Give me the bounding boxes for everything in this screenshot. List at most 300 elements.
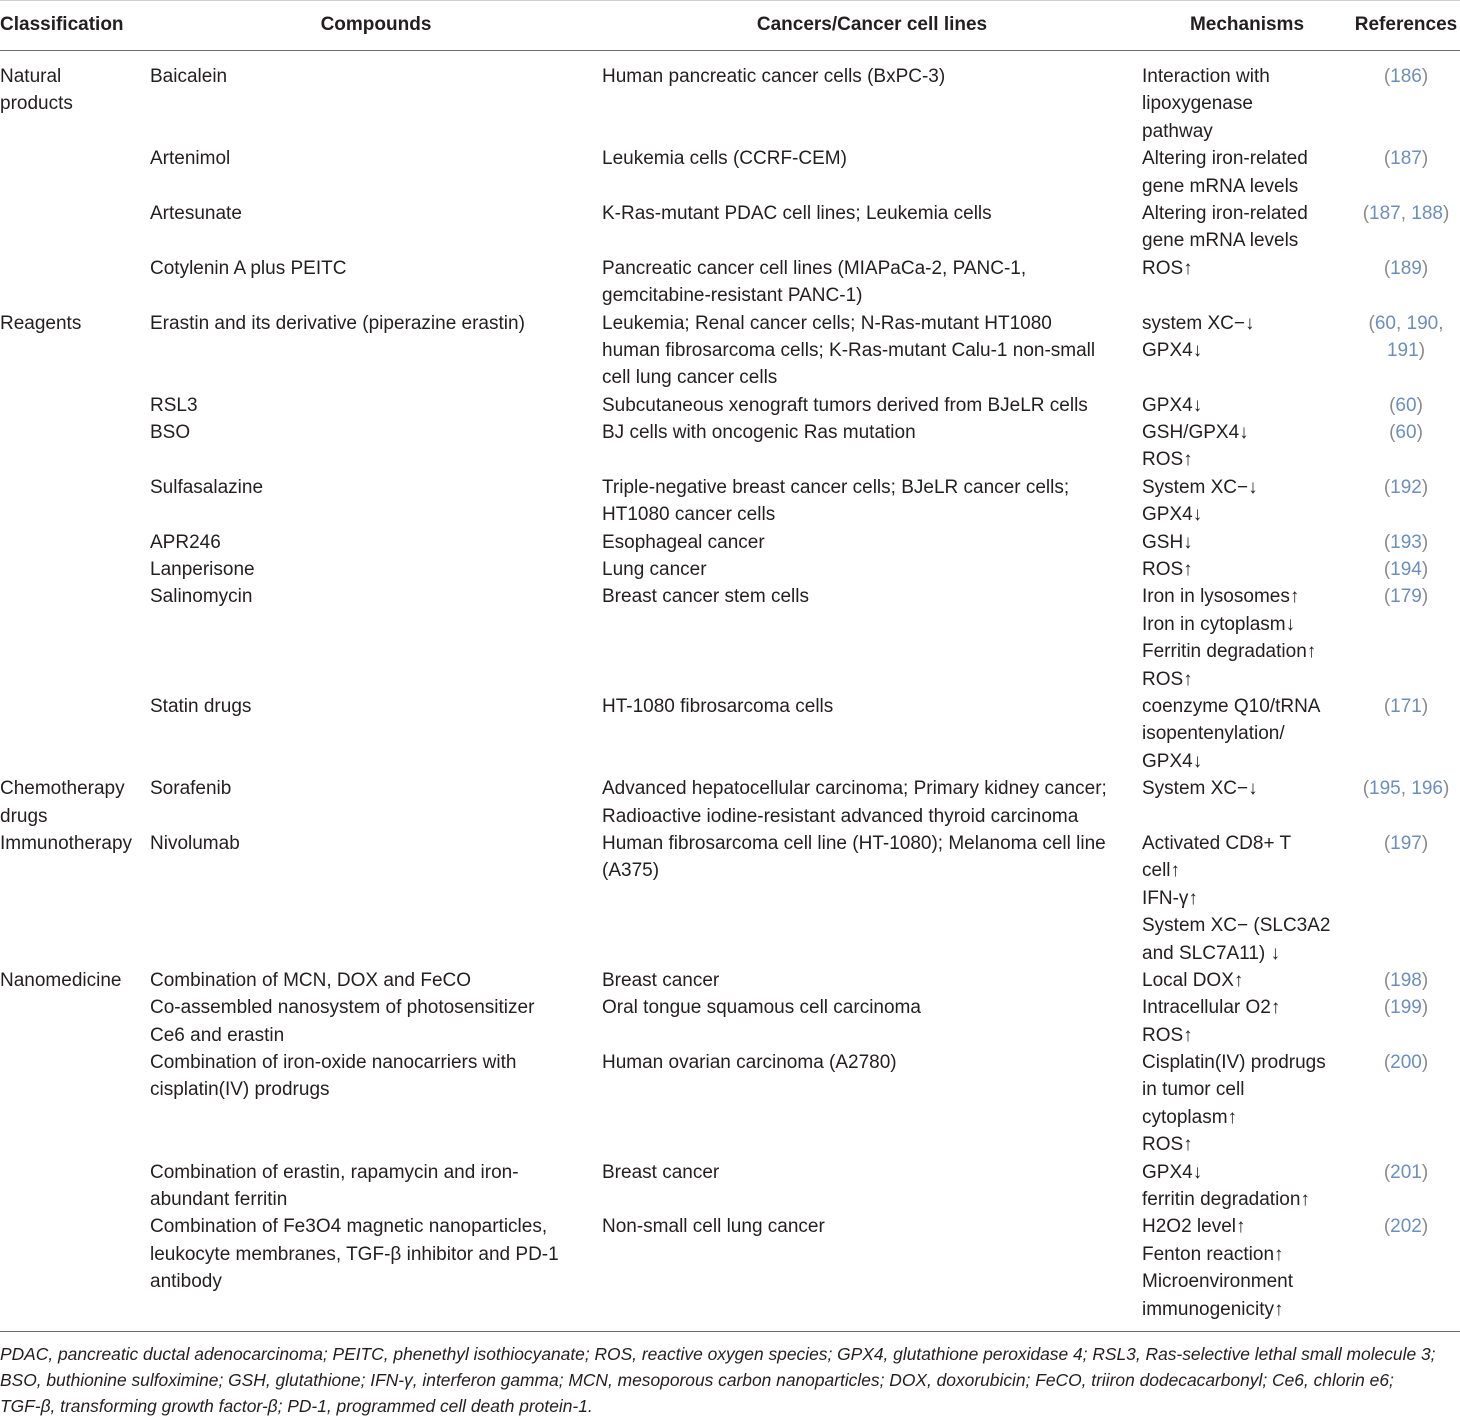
mechanism-line: gene mRNA levels <box>1142 230 1299 252</box>
mechanism-line: IFN-γ↑ <box>1142 887 1198 909</box>
compound-line: antibody <box>150 1271 222 1293</box>
mechanism-line: Cisplatin(IV) prodrugs <box>1142 1052 1326 1074</box>
cancer-line: Triple-negative breast cancer cells; BJeLR cancer cells; <box>602 476 1070 498</box>
compound-cell <box>150 775 602 830</box>
mechanism-cell <box>1142 775 1352 830</box>
ref-separator: , <box>1400 778 1412 800</box>
mechanism-cell <box>1142 556 1352 583</box>
compound-cell <box>150 145 602 200</box>
mechanism-cell <box>1142 529 1352 556</box>
close-paren: ) <box>1416 394 1423 416</box>
compound-line: Artenimol <box>150 148 231 170</box>
reference-line <box>1352 419 1460 446</box>
mechanism-cell <box>1142 474 1352 529</box>
mechanism-line: and SLC7A11) ↓ <box>1142 942 1281 964</box>
mechanism-cell <box>1142 830 1352 967</box>
mechanism-line: ferritin degradation↑ <box>1142 1189 1310 1211</box>
references-cell <box>1352 145 1460 200</box>
cancer-line: Advanced hepatocellular carcinoma; Primary kidney cancer; <box>602 778 1107 800</box>
references-cell <box>1352 556 1460 583</box>
table-row <box>0 419 1460 474</box>
mechanism-line: Activated CD8+ T <box>1142 832 1292 854</box>
open-paren: ( <box>1383 969 1391 991</box>
cancer-line: Breast cancer <box>602 969 720 991</box>
classification-line: Chemotherapy <box>0 778 125 800</box>
classification-line: Immunotherapy <box>0 832 133 854</box>
reference-line <box>1352 1049 1460 1076</box>
reference-link[interactable]: 197 <box>1390 832 1422 854</box>
table-footnote <box>0 1341 1460 1419</box>
table-row <box>0 994 1460 1049</box>
reference-link[interactable]: 194 <box>1390 559 1422 581</box>
close-paren: ) <box>1416 422 1423 444</box>
references-cell <box>1352 200 1460 255</box>
compound-cell <box>150 255 602 310</box>
close-paren: ) <box>1421 531 1429 553</box>
cancer-line: Pancreatic cancer cell lines (MIAPaCa-2, PANC-1, <box>602 257 1027 279</box>
reference-line <box>1352 775 1460 802</box>
cancer-cell <box>602 392 1142 419</box>
classification-line: Natural <box>0 66 62 87</box>
open-paren: ( <box>1383 832 1391 854</box>
close-paren: ) <box>1421 1161 1429 1183</box>
classification-cell <box>0 1159 150 1214</box>
header-references: References <box>1352 0 1460 51</box>
references-cell <box>1352 51 1460 146</box>
reference-link[interactable]: 187 <box>1390 148 1422 170</box>
open-paren: ( <box>1389 394 1396 416</box>
table-row <box>0 200 1460 255</box>
cancer-cell <box>602 200 1142 255</box>
open-paren: ( <box>1383 1052 1391 1074</box>
reference-link[interactable]: 190 <box>1406 312 1439 334</box>
table-row <box>0 392 1460 419</box>
reference-line <box>1352 310 1460 337</box>
mechanism-line: cytoplasm↑ <box>1142 1106 1238 1128</box>
table-row <box>0 556 1460 583</box>
classification-cell <box>0 51 150 146</box>
open-paren: ( <box>1368 312 1375 334</box>
table-row <box>0 583 1460 693</box>
classification-cell <box>0 583 150 693</box>
table-row <box>0 1049 1460 1159</box>
reference-link[interactable]: 186 <box>1390 66 1422 87</box>
mechanism-line: GPX4↓ <box>1142 504 1203 526</box>
compound-cell <box>150 474 602 529</box>
compound-cell <box>150 967 602 994</box>
mechanism-line: Interaction with <box>1142 66 1270 87</box>
mechanism-line: ROS↑ <box>1142 257 1193 279</box>
reference-link[interactable]: 60 <box>1395 394 1417 416</box>
mechanism-line: Iron in cytoplasm↓ <box>1142 613 1296 635</box>
compound-cell <box>150 529 602 556</box>
classification-cell <box>0 1213 150 1331</box>
cancer-line: Subcutaneous xenograft tumors derived from BJeLR cells <box>602 394 1088 416</box>
header-classification: Classification <box>0 0 150 51</box>
mechanism-line: H2O2 level↑ <box>1142 1216 1246 1238</box>
reference-link[interactable]: 201 <box>1390 1161 1422 1183</box>
references-cell <box>1352 1159 1460 1214</box>
mechanism-line: Fenton reaction↑ <box>1142 1243 1284 1265</box>
cancer-cell <box>602 693 1142 775</box>
close-paren: ) <box>1418 339 1426 361</box>
header-cancers: Cancers/Cancer cell lines <box>602 0 1142 51</box>
compound-cell <box>150 310 602 392</box>
reference-link[interactable]: 199 <box>1390 997 1422 1019</box>
mechanism-line: System XC−↓ <box>1142 476 1258 498</box>
mechanism-cell <box>1142 1213 1352 1331</box>
cancer-line: Human fibrosarcoma cell line (HT-1080); Melanoma cell line <box>602 832 1106 854</box>
cancer-line: gemcitabine-resistant PANC-1) <box>602 285 863 307</box>
mechanism-line: Altering iron-related <box>1142 202 1308 224</box>
reference-link[interactable]: 60 <box>1395 422 1417 444</box>
classification-cell <box>0 255 150 310</box>
cancer-line: BJ cells with oncogenic Ras mutation <box>602 422 916 444</box>
close-paren: ) <box>1421 148 1429 170</box>
cancer-cell <box>602 994 1142 1049</box>
table-row <box>0 529 1460 556</box>
classification-cell <box>0 967 150 994</box>
compound-line: Combination of MCN, DOX and FeCO <box>150 969 472 991</box>
classification-cell <box>0 200 150 255</box>
mechanism-line: ROS↑ <box>1142 449 1193 471</box>
top-rule <box>0 0 1460 1</box>
cancer-line: HT-1080 fibrosarcoma cells <box>602 695 834 717</box>
classification-cell <box>0 1049 150 1159</box>
cancer-line: HT1080 cancer cells <box>602 504 776 526</box>
cancer-cell <box>602 830 1142 967</box>
compound-line: leukocyte membranes, TGF-β inhibitor and PD-1 <box>150 1243 559 1265</box>
reference-link[interactable]: 171 <box>1390 695 1422 717</box>
cancer-line: Radioactive iodine-resistant advanced thyroid carcinoma <box>602 805 1079 827</box>
mechanism-line: Local DOX↑ <box>1142 969 1244 991</box>
close-paren: ) <box>1421 1052 1429 1074</box>
classification-line: Nanomedicine <box>0 969 122 991</box>
open-paren: ( <box>1389 422 1396 444</box>
compound-cell <box>150 1159 602 1214</box>
references-cell <box>1352 255 1460 310</box>
reference-line <box>1352 556 1460 583</box>
mechanism-line: ROS↑ <box>1142 559 1193 581</box>
mechanism-line: GSH/GPX4↓ <box>1142 422 1249 444</box>
compound-line: Sulfasalazine <box>150 476 264 498</box>
compound-cell <box>150 392 602 419</box>
mechanism-cell <box>1142 1049 1352 1159</box>
compound-line: Combination of erastin, rapamycin and iron- <box>150 1161 519 1183</box>
reference-link[interactable]: 179 <box>1390 586 1422 608</box>
mechanism-line: in tumor cell <box>1142 1079 1245 1101</box>
cancer-cell <box>602 255 1142 310</box>
cancer-line: Leukemia cells (CCRF-CEM) <box>602 148 847 170</box>
compound-cell <box>150 1049 602 1159</box>
compound-line: RSL3 <box>150 394 198 416</box>
mechanism-line: GPX4↓ <box>1142 1161 1203 1183</box>
reference-link[interactable]: 196 <box>1411 778 1443 800</box>
mechanism-line: lipoxygenase <box>1142 93 1253 115</box>
mechanism-cell <box>1142 392 1352 419</box>
close-paren: ) <box>1421 969 1429 991</box>
cancer-line: human fibrosarcoma cells; K-Ras-mutant Calu-1 non-small <box>602 339 1096 361</box>
footnote-line: BSO, buthionine sulfoximine; GSH, glutathione; IFN-γ, interferon gamma; MCN, mesoporous carbon nanoparticles; DOX, doxorubicin; FeCO, triiron dodecacarbonyl; Ce6, chlorin e6; <box>0 1370 1394 1390</box>
mechanism-cell <box>1142 583 1352 693</box>
open-paren: ( <box>1383 1216 1391 1238</box>
cancer-cell <box>602 145 1142 200</box>
reference-line <box>1352 693 1460 720</box>
header-mechanisms: Mechanisms <box>1142 0 1352 51</box>
mechanism-line: Iron in lysosomes↑ <box>1142 586 1300 608</box>
cancer-line: (A375) <box>602 860 660 882</box>
compound-cell <box>150 419 602 474</box>
close-paren: ) <box>1421 476 1429 498</box>
table-row <box>0 1213 1460 1331</box>
references-cell <box>1352 967 1460 994</box>
mechanism-line: System XC− (SLC3A2 <box>1142 915 1331 937</box>
reference-link[interactable]: 198 <box>1390 969 1422 991</box>
classification-cell <box>0 556 150 583</box>
reference-line <box>1352 1213 1460 1240</box>
compound-cell <box>150 994 602 1049</box>
mechanism-line: system XC−↓ <box>1142 312 1255 334</box>
reference-line <box>1352 583 1460 610</box>
compound-cell <box>150 1213 602 1331</box>
open-paren: ( <box>1383 1161 1391 1183</box>
compound-line: Lanperisone <box>150 559 255 581</box>
compound-cell <box>150 556 602 583</box>
references-cell <box>1352 310 1460 392</box>
mechanism-line: coenzyme Q10/tRNA <box>1142 695 1321 717</box>
compound-line: APR246 <box>150 531 221 553</box>
compound-line: Artesunate <box>150 202 242 224</box>
reference-line <box>1352 200 1460 227</box>
reference-line <box>1352 830 1460 857</box>
reference-line <box>1352 337 1460 364</box>
reference-link[interactable]: 188 <box>1411 202 1443 224</box>
reference-link[interactable]: 189 <box>1390 257 1422 279</box>
mechanism-cell <box>1142 51 1352 146</box>
compound-line: Ce6 and erastin <box>150 1024 285 1046</box>
table-row <box>0 145 1460 200</box>
open-paren: ( <box>1383 257 1391 279</box>
compound-cell <box>150 51 602 146</box>
reference-link[interactable]: 200 <box>1390 1052 1422 1074</box>
cancer-line: Human ovarian carcinoma (A2780) <box>602 1052 897 1074</box>
classification-cell <box>0 310 150 392</box>
ref-separator: , <box>1400 202 1412 224</box>
close-paren: ) <box>1421 257 1429 279</box>
mechanism-line: GPX4↓ <box>1142 750 1203 772</box>
reference-link[interactable]: 202 <box>1390 1216 1422 1238</box>
mechanism-line: gene mRNA levels <box>1142 175 1299 197</box>
cancer-cell <box>602 583 1142 693</box>
mechanism-line: pathway <box>1142 120 1213 142</box>
close-paren: ) <box>1421 997 1429 1019</box>
compound-cell <box>150 830 602 967</box>
compound-cell <box>150 583 602 693</box>
close-paren: ) <box>1442 202 1450 224</box>
close-paren: ) <box>1421 832 1429 854</box>
mechanism-cell <box>1142 255 1352 310</box>
cancer-line: Esophageal cancer <box>602 531 765 553</box>
classification-cell <box>0 693 150 775</box>
reference-line <box>1352 63 1460 90</box>
table-row <box>0 51 1460 146</box>
table-row <box>0 693 1460 775</box>
table-row <box>0 1159 1460 1214</box>
footnote-line: TGF-β, transforming growth factor-β; PD-1, programmed cell death protein-1. <box>0 1396 593 1416</box>
cancer-line: Leukemia; Renal cancer cells; N-Ras-mutant HT1080 <box>602 312 1052 334</box>
mechanism-cell <box>1142 967 1352 994</box>
close-paren: ) <box>1421 66 1429 87</box>
references-cell <box>1352 994 1460 1049</box>
reference-link[interactable]: 60 <box>1374 312 1396 334</box>
cancer-cell <box>602 529 1142 556</box>
mechanism-line: isopentenylation/ <box>1142 723 1285 745</box>
header-row <box>0 0 1460 51</box>
compound-line: Salinomycin <box>150 586 253 608</box>
references-cell <box>1352 693 1460 775</box>
cancer-cell <box>602 51 1142 146</box>
cancer-cell <box>602 967 1142 994</box>
ref-separator: , <box>1395 312 1407 334</box>
close-paren: ) <box>1421 559 1429 581</box>
cancer-line: Oral tongue squamous cell carcinoma <box>602 997 921 1019</box>
close-paren: ) <box>1421 695 1429 717</box>
mechanism-line: ROS↑ <box>1142 1134 1193 1156</box>
reference-line <box>1352 145 1460 172</box>
table-row <box>0 967 1460 994</box>
open-paren: ( <box>1362 778 1370 800</box>
references-cell <box>1352 830 1460 967</box>
classification-cell <box>0 529 150 556</box>
compound-line: Co-assembled nanosystem of photosensitizer <box>150 997 535 1019</box>
compound-line: Erastin and its derivative (piperazine erastin) <box>150 312 525 334</box>
reference-line <box>1352 1159 1460 1186</box>
reference-line <box>1352 994 1460 1021</box>
compound-line: Nivolumab <box>150 832 240 854</box>
reference-link[interactable]: 191 <box>1386 339 1419 361</box>
cancer-line: Non-small cell lung cancer <box>602 1216 825 1238</box>
mechanism-line: Altering iron-related <box>1142 148 1308 170</box>
classification-cell <box>0 474 150 529</box>
compound-line: Combination of Fe3O4 magnetic nanoparticles, <box>150 1216 548 1238</box>
reference-link[interactable]: 187 <box>1369 202 1401 224</box>
references-cell <box>1352 529 1460 556</box>
references-cell <box>1352 1049 1460 1159</box>
cancer-line: Breast cancer <box>602 1161 720 1183</box>
mechanism-cell <box>1142 693 1352 775</box>
open-paren: ( <box>1383 586 1391 608</box>
cancer-line: Lung cancer <box>602 559 707 581</box>
compound-line: cisplatin(IV) prodrugs <box>150 1079 330 1101</box>
classification-cell <box>0 775 150 830</box>
compound-line: Statin drugs <box>150 695 252 717</box>
mechanism-line: Ferritin degradation↑ <box>1142 641 1317 663</box>
cancer-cell <box>602 474 1142 529</box>
cancer-cell <box>602 310 1142 392</box>
reference-line <box>1352 392 1460 419</box>
ref-separator: , <box>1438 312 1444 334</box>
reference-line <box>1352 474 1460 501</box>
compound-cell <box>150 200 602 255</box>
open-paren: ( <box>1362 202 1370 224</box>
mechanism-line: immunogenicity↑ <box>1142 1298 1284 1320</box>
compound-line: Cotylenin A plus PEITC <box>150 257 347 279</box>
classification-cell <box>0 145 150 200</box>
references-cell <box>1352 474 1460 529</box>
open-paren: ( <box>1383 997 1391 1019</box>
mechanism-cell <box>1142 1159 1352 1214</box>
mechanism-cell <box>1142 145 1352 200</box>
mechanism-line: GPX4↓ <box>1142 394 1203 416</box>
cancer-cell <box>602 419 1142 474</box>
footnote-line: PDAC, pancreatic ductal adenocarcinoma; PEITC, phenethyl isothiocyanate; ROS, reactive oxygen species; GPX4, glutathione peroxidase 4; RSL3, Ras-selective lethal small molecule 3; <box>0 1344 1436 1364</box>
references-cell <box>1352 392 1460 419</box>
references-cell <box>1352 775 1460 830</box>
mechanism-line: Intracellular O2↑ <box>1142 997 1281 1019</box>
mechanism-line: Microenvironment <box>1142 1271 1293 1293</box>
reference-link[interactable]: 192 <box>1390 476 1422 498</box>
classification-line: Reagents <box>0 312 82 334</box>
cancer-line: K-Ras-mutant PDAC cell lines; Leukemia cells <box>602 202 992 224</box>
close-paren: ) <box>1421 1216 1429 1238</box>
compound-line: Combination of iron-oxide nanocarriers with <box>150 1052 517 1074</box>
mechanism-line: System XC−↓ <box>1142 778 1258 800</box>
mechanism-line: GSH↓ <box>1142 531 1193 553</box>
table-body <box>0 51 1460 1332</box>
reference-line <box>1352 255 1460 282</box>
cancer-cell <box>602 1159 1142 1214</box>
classification-cell <box>0 830 150 967</box>
mechanism-line: cell↑ <box>1142 860 1181 882</box>
compound-line: abundant ferritin <box>150 1189 288 1211</box>
table-row <box>0 830 1460 967</box>
compound-line: BSO <box>150 422 191 444</box>
compound-cell <box>150 693 602 775</box>
cancer-line: Human pancreatic cancer cells (BxPC-3) <box>602 66 946 87</box>
open-paren: ( <box>1383 476 1391 498</box>
open-paren: ( <box>1383 148 1391 170</box>
reference-line <box>1352 967 1460 994</box>
reference-line <box>1352 529 1460 556</box>
cancer-cell <box>602 556 1142 583</box>
cancer-cell <box>602 1213 1142 1331</box>
cancer-line: cell lung cancer cells <box>602 367 778 389</box>
mechanism-cell <box>1142 200 1352 255</box>
classification-line: products <box>0 93 73 115</box>
reference-link[interactable]: 195 <box>1369 778 1401 800</box>
close-paren: ) <box>1421 586 1429 608</box>
table-row <box>0 310 1460 392</box>
mechanism-line: GPX4↓ <box>1142 339 1203 361</box>
open-paren: ( <box>1383 695 1391 717</box>
table-row <box>0 775 1460 830</box>
classification-cell <box>0 392 150 419</box>
open-paren: ( <box>1383 531 1391 553</box>
open-paren: ( <box>1383 559 1391 581</box>
close-paren: ) <box>1442 778 1450 800</box>
classification-line: drugs <box>0 805 48 827</box>
mechanism-cell <box>1142 310 1352 392</box>
open-paren: ( <box>1383 66 1391 87</box>
reference-link[interactable]: 193 <box>1390 531 1422 553</box>
cancer-cell <box>602 1049 1142 1159</box>
compound-line: Baicalein <box>150 66 228 87</box>
references-cell <box>1352 419 1460 474</box>
table-row <box>0 474 1460 529</box>
cancer-line: Breast cancer stem cells <box>602 586 809 608</box>
references-cell <box>1352 1213 1460 1331</box>
compound-line: Sorafenib <box>150 778 232 800</box>
